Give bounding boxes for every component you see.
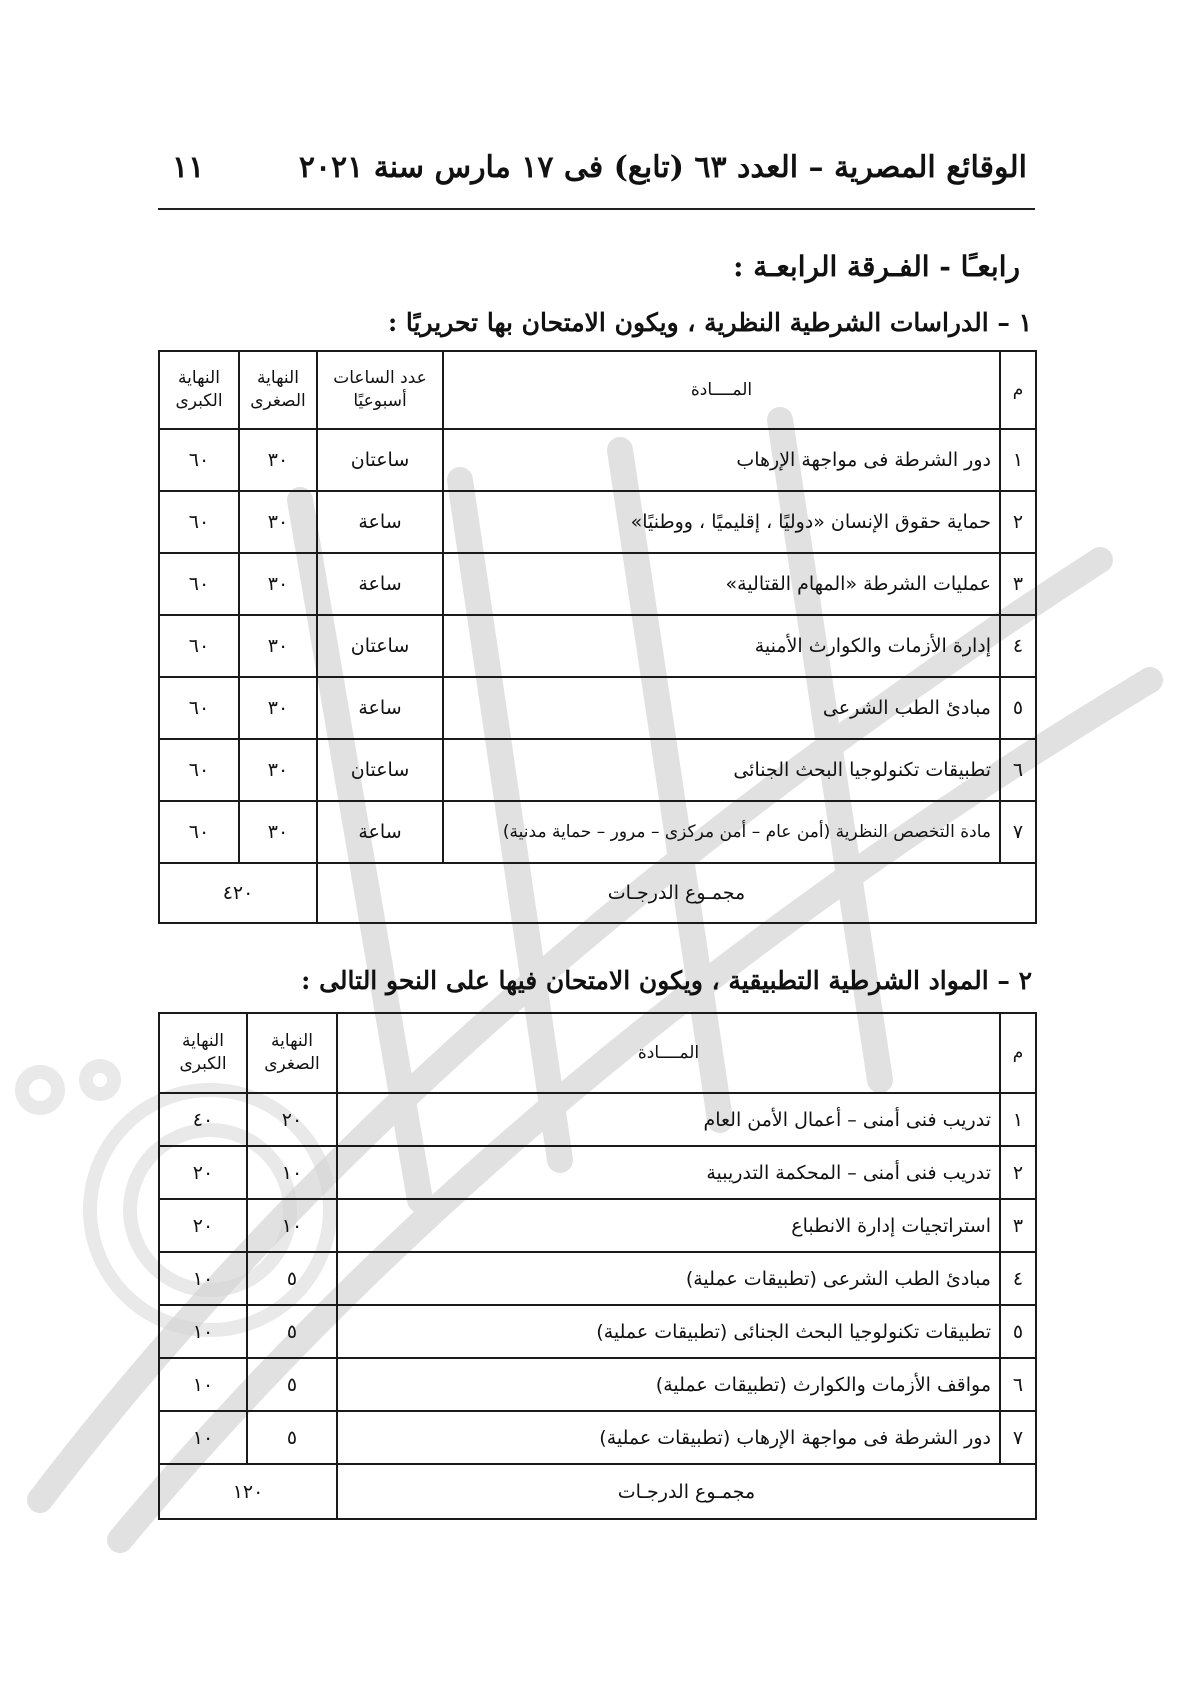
row-min: ٣٠ [239, 429, 317, 491]
row-num: ٧ [1000, 801, 1036, 863]
table-row [159, 739, 1036, 801]
row-min: ١٠ [247, 1199, 337, 1252]
table-row [159, 615, 1036, 677]
row-min: ٥ [247, 1411, 337, 1464]
row-subject: عمليات الشرطة «المهام القتالية» [443, 553, 1000, 615]
row-hours: ساعة [317, 677, 443, 739]
row-min: ٥ [247, 1252, 337, 1305]
row-hours: ساعتان [317, 615, 443, 677]
row-num: ٤ [1000, 615, 1036, 677]
col-header-max: النهاية الكبرى [159, 1013, 247, 1093]
section2-heading: ٢ – المواد الشرطية التطبيقية ، ويكون الامتحان فيها على النحو التالى : [301, 966, 1032, 995]
table-row [159, 1305, 1036, 1358]
page-header [158, 150, 1035, 198]
row-min: ٣٠ [239, 491, 317, 553]
section-title: رابعـًا - الفـرقة الرابعـة : [733, 250, 1020, 283]
col-header-min: النهاية الصغرى [239, 351, 317, 429]
table-row [159, 429, 1036, 491]
header-divider [158, 208, 1035, 210]
table-row [159, 1252, 1036, 1305]
row-subject: إدارة الأزمات والكوارث الأمنية [443, 615, 1000, 677]
row-subject: مادة التخصص النظرية (أمن عام – أمن مركزى – مرور – حماية مدنية) [443, 801, 1000, 863]
row-hours: ساعتان [317, 739, 443, 801]
row-max: ٢٠ [159, 1146, 247, 1199]
row-min: ١٠ [247, 1146, 337, 1199]
row-subject: مواقف الأزمات والكوارث (تطبيقات عملية) [337, 1358, 1000, 1411]
row-max: ٦٠ [159, 739, 239, 801]
row-hours: ساعة [317, 801, 443, 863]
table-header-row [159, 1013, 1036, 1093]
row-max: ٦٠ [159, 553, 239, 615]
row-max: ١٠ [159, 1358, 247, 1411]
table-row [159, 801, 1036, 863]
row-hours: ساعة [317, 553, 443, 615]
applied-subjects-table [158, 1012, 1037, 1520]
row-num: ١ [1000, 429, 1036, 491]
row-min: ٣٠ [239, 739, 317, 801]
row-min: ٢٠ [247, 1093, 337, 1146]
table-row [159, 553, 1036, 615]
table-row [159, 1199, 1036, 1252]
row-max: ٦٠ [159, 801, 239, 863]
total-row [159, 863, 1036, 923]
row-max: ٦٠ [159, 429, 239, 491]
row-num: ٢ [1000, 491, 1036, 553]
row-hours: ساعتان [317, 429, 443, 491]
row-subject: مبادئ الطب الشرعى (تطبيقات عملية) [337, 1252, 1000, 1305]
table-row [159, 677, 1036, 739]
col-header-hours: عدد الساعات أسبوعيًا [317, 351, 443, 429]
row-max: ٦٠ [159, 491, 239, 553]
row-max: ١٠ [159, 1305, 247, 1358]
header-title: الوقائع المصرية – العدد ٦٣ (تابع) فى ١٧ مارس سنة ٢٠٢١ [298, 150, 1027, 185]
row-num: ٥ [1000, 677, 1036, 739]
row-subject: حماية حقوق الإنسان «دوليًا ، إقليميًا ، ووطنيًا» [443, 491, 1000, 553]
table-header-row [159, 351, 1036, 429]
row-max: ١٠ [159, 1411, 247, 1464]
theoretical-subjects-table [158, 350, 1037, 924]
row-subject: دور الشرطة فى مواجهة الإرهاب [443, 429, 1000, 491]
row-num: ٤ [1000, 1252, 1036, 1305]
table-row [159, 491, 1036, 553]
row-num: ١ [1000, 1093, 1036, 1146]
row-max: ٦٠ [159, 615, 239, 677]
row-num: ٥ [1000, 1305, 1036, 1358]
col-header-min: النهاية الصغرى [247, 1013, 337, 1093]
row-subject: استراتجيات إدارة الانطباع [337, 1199, 1000, 1252]
row-min: ٥ [247, 1358, 337, 1411]
row-min: ٣٠ [239, 553, 317, 615]
row-subject: دور الشرطة فى مواجهة الإرهاب (تطبيقات عملية) [337, 1411, 1000, 1464]
table-row [159, 1146, 1036, 1199]
row-num: ٦ [1000, 1358, 1036, 1411]
total-row [159, 1464, 1036, 1519]
col-header-subject: المــــادة [443, 351, 1000, 429]
col-header-num: م [1000, 351, 1036, 429]
row-subject: تطبيقات تكنولوجيا البحث الجنائى (تطبيقات عملية) [337, 1305, 1000, 1358]
total-label: مجمـوع الدرجـات [317, 863, 1036, 923]
table-row [159, 1411, 1036, 1464]
col-header-num: م [1000, 1013, 1036, 1093]
row-max: ١٠ [159, 1252, 247, 1305]
total-label: مجمـوع الدرجـات [337, 1464, 1036, 1519]
row-num: ٧ [1000, 1411, 1036, 1464]
table-row [159, 1093, 1036, 1146]
row-num: ٦ [1000, 739, 1036, 801]
row-max: ٤٠ [159, 1093, 247, 1146]
page-number: ١١ [172, 150, 205, 185]
row-min: ٣٠ [239, 615, 317, 677]
row-min: ٣٠ [239, 677, 317, 739]
row-subject: مبادئ الطب الشرعى [443, 677, 1000, 739]
col-header-max: النهاية الكبرى [159, 351, 239, 429]
row-max: ٢٠ [159, 1199, 247, 1252]
row-subject: تدريب فنى أمنى – المحكمة التدريبية [337, 1146, 1000, 1199]
row-num: ٣ [1000, 553, 1036, 615]
row-hours: ساعة [317, 491, 443, 553]
row-num: ٢ [1000, 1146, 1036, 1199]
row-max: ٦٠ [159, 677, 239, 739]
row-min: ٥ [247, 1305, 337, 1358]
total-value: ١٢٠ [159, 1464, 337, 1519]
row-subject: تطبيقات تكنولوجيا البحث الجنائى [443, 739, 1000, 801]
row-subject: تدريب فنى أمنى – أعمال الأمن العام [337, 1093, 1000, 1146]
col-header-subject: المــــادة [337, 1013, 1000, 1093]
table-row [159, 1358, 1036, 1411]
row-min: ٣٠ [239, 801, 317, 863]
total-value: ٤٢٠ [159, 863, 317, 923]
row-num: ٣ [1000, 1199, 1036, 1252]
section1-heading: ١ – الدراسات الشرطية النظرية ، ويكون الامتحان بها تحريريًا : [387, 308, 1032, 337]
